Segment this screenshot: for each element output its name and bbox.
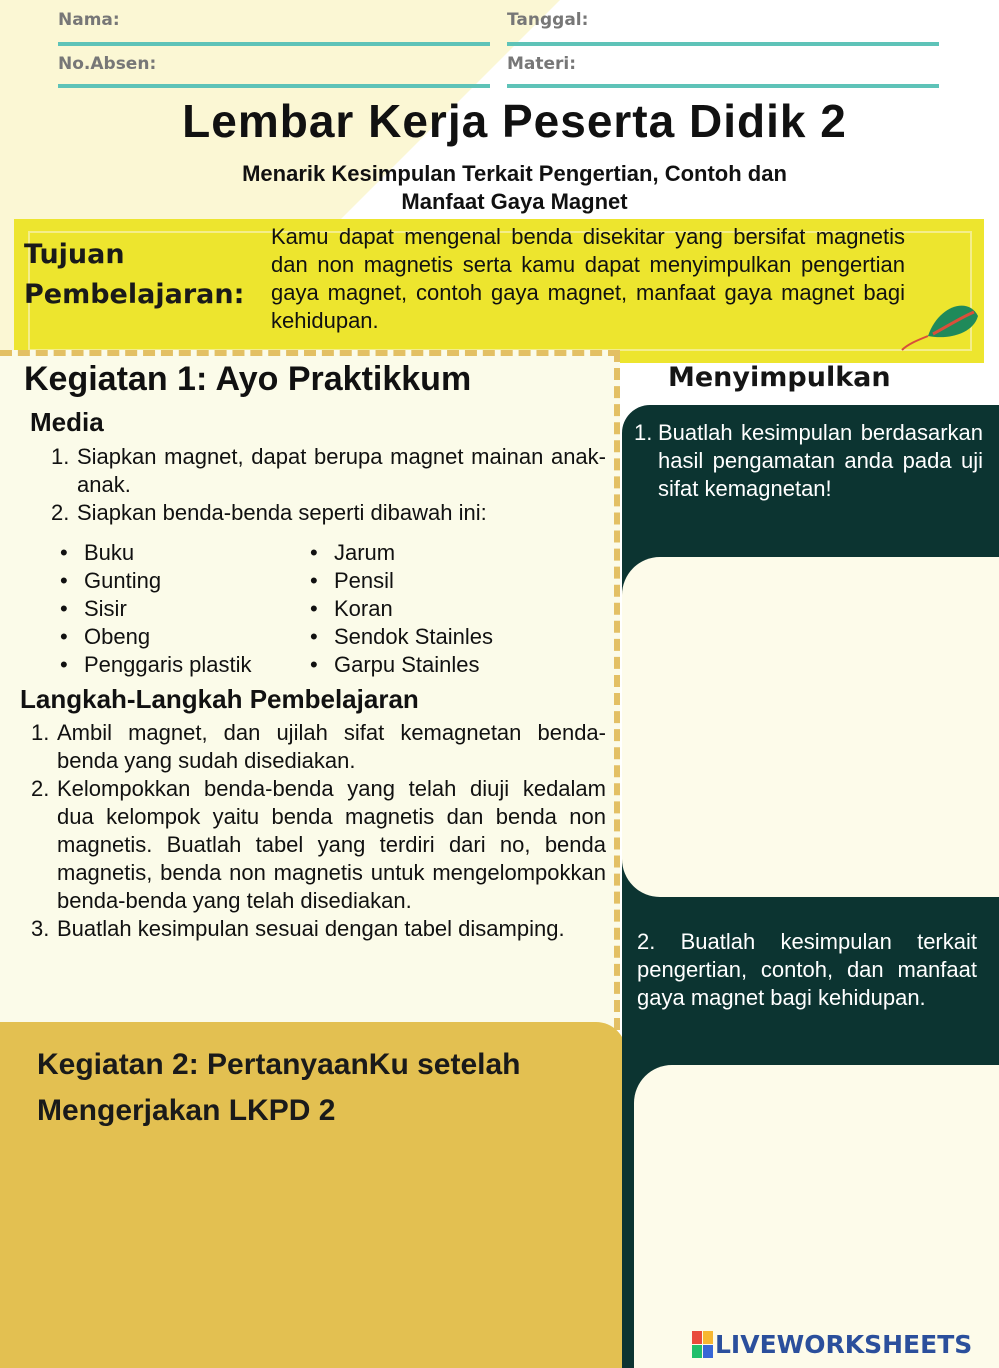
subtitle-line-2: Manfaat Gaya Magnet [401,189,628,214]
logo-text: LIVEWORKSHEETS [715,1329,973,1359]
tujuan-box [14,219,984,363]
item-text: Buatlah kesimpulan sesuai dengan tabel disamping. [57,916,565,941]
list-item: • Jarum [308,539,493,567]
logo-icon-tile [703,1345,713,1358]
item-number: 2. [51,500,70,525]
list-item: • Gunting [58,567,252,595]
langkah-list [31,719,606,943]
bullet-list-left [58,539,252,679]
bullet-list-right [308,539,493,679]
absen-field[interactable] [58,50,490,88]
page-title: Lembar Kerja Peserta Didik 2 [182,95,847,147]
subtitle-line-1: Menarik Kesimpulan Terkait Pengertian, Contoh dan [242,161,787,186]
list-item: • Obeng [58,623,252,651]
list-item: • Sendok Stainles [308,623,493,651]
kegiatan1-title: Kegiatan 1: Ayo Praktikkum [24,360,472,398]
nama-label: Nama: [58,10,120,30]
kegiatan2-title: Kegiatan 2: PertanyaanKu setelah Mengerjakan LKPD 2 [37,1048,521,1127]
tujuan-text: Kamu dapat mengenal benda disekitar yang bersifat magnetis dan non magnetis serta kamu dapat menyimpulkan pengertian gaya magnet, contoh gaya magnet, manfaat gaya magnet bagi kehidupan. [271,224,905,333]
materi-label: Materi: [507,54,577,74]
list-item: • Koran [308,595,493,623]
answer-1-box[interactable] [622,557,999,897]
list-item [31,775,606,915]
question-1-text: Buatlah kesimpulan berdasarkan hasil pengamatan anda pada uji sifat kemagnetan! [658,420,983,501]
tujuan-title [24,235,244,315]
tanggal-field[interactable] [507,4,939,46]
logo-icon-tile [692,1331,702,1344]
list-item: • Buku [58,539,252,567]
media-heading: Media [30,407,104,437]
logo-icon-tile [692,1345,702,1358]
item-text: Kelompokkan benda-benda yang telah diuji kedalam dua kelompok yaitu benda magnetis dan benda non magnetis. Buatlah tabel yang terdiri dari no, benda magnetis, benda non magnetis untuk mengelompokkan benda-benda yang telah disediakan. [57,776,606,913]
absen-label: No.Absen: [58,54,157,74]
question-2: 2. Buatlah kesimpulan terkait pengertian, contoh, dan manfaat gaya magnet bagi kehidupan. [637,929,977,1010]
answer-2-box[interactable] [634,1065,999,1368]
logo-icon [692,1331,712,1357]
item-number: 1. [634,420,653,445]
materi-field[interactable] [507,50,939,88]
list-item: • Sisir [58,595,252,623]
menyimpulkan-heading: Menyimpulkan [668,362,891,393]
item-text: Ambil magnet, dan ujilah sifat kemagnetan benda-benda yang sudah disediakan. [57,720,606,773]
nama-field[interactable] [58,4,490,46]
list-item [51,443,606,499]
langkah-heading: Langkah-Langkah Pembelajaran [20,684,419,714]
item-number: 3. [31,916,50,941]
list-item: • Garpu Stainles [308,651,493,679]
page-subtitle [30,160,999,216]
item-number: 1. [31,720,50,745]
list-item: • Penggaris plastik [58,651,252,679]
media-list [51,443,606,527]
list-item [31,719,606,775]
list-item [31,915,606,943]
list-item [51,499,606,527]
tujuan-title-line-2: Pembelajaran: [24,279,245,310]
item-number: 1. [51,444,70,469]
list-item: • Pensil [308,567,493,595]
question-1 [634,419,983,503]
leaf-icon [898,296,982,352]
tujuan-title-line-1: Tujuan [24,239,125,270]
item-text: Siapkan benda-benda seperti dibawah ini: [77,500,487,525]
liveworksheets-logo[interactable] [692,1329,972,1359]
item-number: 2. [31,776,50,801]
logo-icon-tile [703,1331,713,1344]
item-text: Siapkan magnet, dapat berupa magnet mainan anak-anak. [77,444,606,497]
tanggal-label: Tanggal: [507,10,589,30]
